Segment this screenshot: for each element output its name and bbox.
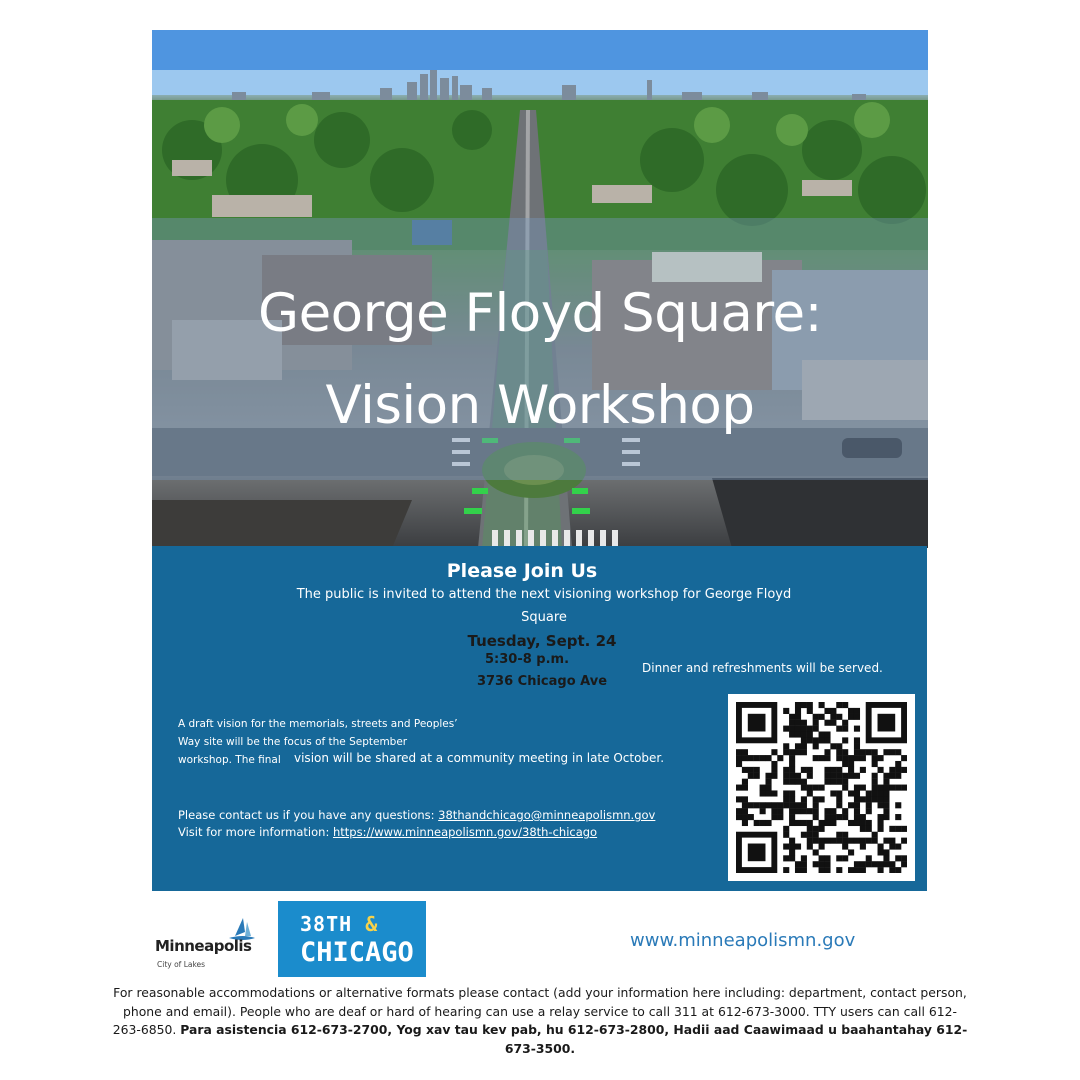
- 38th-chicago-logo: [278, 901, 426, 977]
- visit-label: Visit for more information:: [178, 825, 333, 839]
- draft-text-line-2: Way site will be the focus of the September: [178, 736, 408, 748]
- qr-code-icon[interactable]: [728, 694, 915, 881]
- title-line-1: George Floyd Square:: [258, 283, 822, 344]
- contact-email-link[interactable]: 38thandchicago@minneapolismn.gov: [438, 808, 656, 822]
- draft-text-line-1: A draft vision for the memorials, streets and Peoples’: [178, 718, 458, 730]
- event-date: Tuesday, Sept. 24: [467, 632, 617, 650]
- visit-line: [178, 825, 597, 839]
- qr-code-graphic: [736, 702, 907, 873]
- invite-text: The public is invited to attend the next visioning workshop for George Floyd Square: [296, 587, 792, 625]
- event-time: 5:30-8 p.m.: [484, 652, 570, 667]
- title-line-2: Vision Workshop: [325, 375, 755, 436]
- minneapolis-wordmark: Minneapolis: [155, 937, 252, 955]
- info-panel: [152, 546, 927, 891]
- contact-label: Please contact us if you have any questions:: [178, 808, 439, 822]
- chi-ampersand: &: [365, 912, 379, 936]
- contact-line: [178, 808, 655, 822]
- join-heading: Please Join Us: [446, 560, 598, 582]
- chi-logo-line-2: CHICAGO: [300, 937, 414, 968]
- chi-logo-line-1: [300, 912, 378, 936]
- visit-url-link[interactable]: https://www.minneapolismn.gov/38th-chicago: [332, 825, 598, 839]
- website-link[interactable]: www.minneapolismn.gov: [630, 930, 856, 951]
- notice-text: For reasonable accommodations or alternative formats please contact (add your information here including: department, contact person, phone and email). People who are deaf or hard of hearing can use a relay service to call 311 at 612-673-3000. TTY users can call 612-263-6850.: [112, 985, 967, 1037]
- draft-text-line-3b: vision will be shared at a community meeting in late October.: [294, 751, 665, 765]
- notice-translations: Para asistencia 612-673-2700, Yog xav tau kev pab, hu 612-673-2800, Hadii aad Caawimaad u baahantahay 612-673-3500.: [180, 1022, 968, 1056]
- hero-photo: [152, 30, 928, 548]
- dinner-note: Dinner and refreshments will be served.: [642, 661, 883, 675]
- page-title: [152, 268, 928, 452]
- draft-text-line-3a: workshop. The final: [178, 754, 281, 766]
- event-address: 3736 Chicago Ave: [476, 674, 608, 689]
- chi-38th-text: 38TH: [300, 912, 353, 936]
- minneapolis-tagline: City of Lakes: [157, 960, 206, 969]
- accessibility-notice: [110, 984, 970, 1058]
